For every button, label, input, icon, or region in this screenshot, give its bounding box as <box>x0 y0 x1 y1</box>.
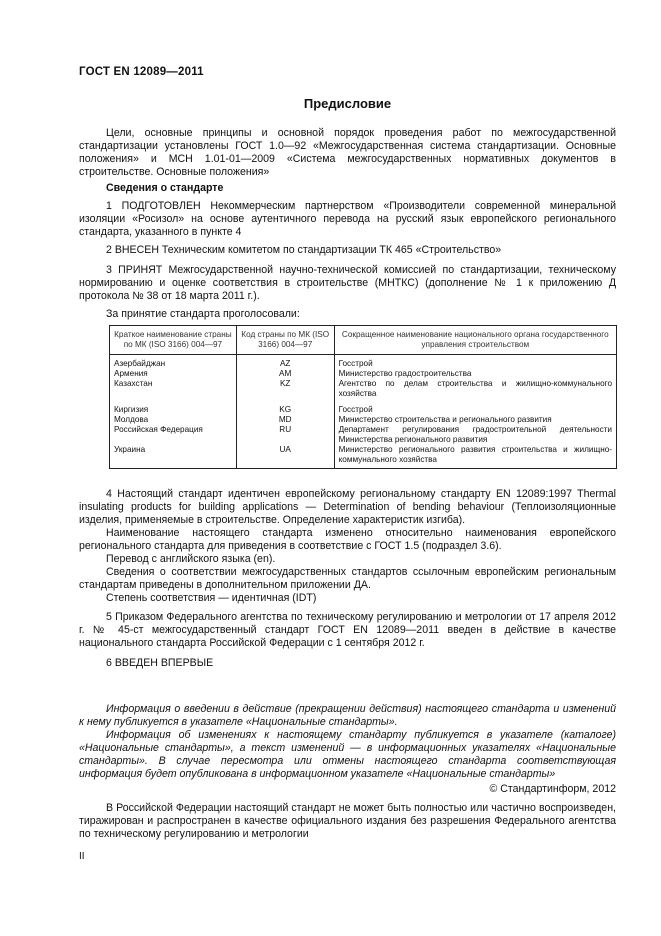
authority-cell: Госстрой <box>334 355 616 370</box>
copyright: © Стандартинформ, 2012 <box>489 783 616 795</box>
item-2: 2 ВНЕСЕН Техническим комитетом по стандартизации ТК 465 «Строительство» <box>106 244 502 256</box>
rights-notice: В Российской Федерации настоящий стандарт не может быть полностью или частично воспроизведен, тиражирован и распространен в качестве официального издания без разрешения Федерального агентства по техническому регулированию и метрологии <box>79 802 616 840</box>
info-heading: Сведения о стандарте <box>106 182 224 194</box>
notice-2: Информация об изменениях к настоящему стандарту публикуется в указателе (каталоге) «Национальные стандарты», а текст изменений — в информационных указателях «Национальные стандарты». В случае пересмотра или отмены настоящего стандарта соответствующая информация будет опубликована в информационном указателе «Национальные стандарты» <box>79 729 616 780</box>
item-3: 3 ПРИНЯТ Межгосударственной научно-технической комиссией по стандартизации, техническому нормированию и оценке соответствия в строительстве (МНТКС) (дополнение № 1 к приложению Д протокола № 38 от 18 марта 2011 г.). <box>79 264 616 302</box>
section-4 <box>79 488 616 605</box>
table-header-code: Код страны по МК (ISO 3166) 004—97 <box>236 326 334 355</box>
country-cell: Казахстан <box>110 379 237 405</box>
code-cell: MD <box>236 415 334 425</box>
item-6: 6 ВВЕДЕН ВПЕРВЫЕ <box>106 657 214 669</box>
page-number: II <box>79 851 85 862</box>
table-header-authority: Сокращенное наименование национального органа государственного управления строительством <box>334 326 616 355</box>
item-5: 5 Приказом Федерального агентства по техническому регулированию и метрологии от 17 апреля 2012 г. № 45-ст межгосударственный стандарт ГОСТ EN 12089—2011 введен в действие в качестве национального стандарта Российской Федерации с 1 сентября 2012 г. <box>79 611 616 649</box>
authority-cell: Министерство регионального развития строительства и жилищно-коммунального хозяйства <box>334 445 616 469</box>
authority-cell: Министерство градостроительства <box>334 369 616 379</box>
table-row <box>110 379 617 405</box>
code-cell: KG <box>236 405 334 415</box>
countries-table <box>109 325 617 469</box>
authority-cell: Агентство по делам строительства и жилищно-коммунального хозяйства <box>334 379 616 405</box>
code-cell: AZ <box>236 355 334 370</box>
document-header: ГОСТ EN 12089—2011 <box>79 66 204 78</box>
item-4-degree: Степень соответствия — идентичная (IDT) <box>106 592 317 604</box>
authority-cell: Госстрой <box>334 405 616 415</box>
code-cell: AM <box>236 369 334 379</box>
table-header-country: Краткое наименование страны по МК (ISO 3166) 004—97 <box>110 326 237 355</box>
country-cell: Молдова <box>110 415 237 425</box>
table-row <box>110 355 617 370</box>
item-1: 1 ПОДГОТОВЛЕН Некоммерческим партнерством «Производители современной минеральной изоляции «Росизол» на основе аутентичного перевода на русский язык европейского регионального стандарта, указанного в пункте 4 <box>79 200 616 238</box>
item-4-renaming: Наименование настоящего стандарта изменено относительно наименования европейского регионального стандарта для приведения в соответствие с ГОСТ 1.5 (подраздел 3.6). <box>79 527 616 552</box>
table-row <box>110 369 617 379</box>
country-cell: Российская Федерация <box>110 425 237 445</box>
voted-line: За принятие стандарта проголосовали: <box>106 308 300 320</box>
table-header-row <box>110 326 617 355</box>
country-cell: Азербайджан <box>110 355 237 370</box>
table-row <box>110 425 617 445</box>
notice-1: Информация о введении в действие (прекращении действия) настоящего стандарта и изменений к нему публикуется в указателе «Национальные стандарты». <box>79 703 616 728</box>
country-cell: Киргизия <box>110 405 237 415</box>
item-4-translation: Перевод с английского языка (en). <box>106 553 276 565</box>
page-title: Предисловие <box>303 96 392 111</box>
authority-cell: Департамент регулирования градостроительной деятельности Министерства регионального развития <box>334 425 616 445</box>
country-cell: Украина <box>110 445 237 469</box>
table-row <box>110 445 617 469</box>
authority-cell: Министерство строительства и регионального развития <box>334 415 616 425</box>
notice-block <box>79 703 616 781</box>
table-row <box>110 405 617 415</box>
country-cell: Армения <box>110 369 237 379</box>
table-row <box>110 415 617 425</box>
code-cell: KZ <box>236 379 334 405</box>
code-cell: UA <box>236 445 334 469</box>
code-cell: RU <box>236 425 334 445</box>
item-4-correspondence: Сведения о соответствии межгосударственных стандартов ссылочным европейским региональным стандартам приведены в дополнительном приложении ДА. <box>79 566 616 591</box>
item-4: 4 Настоящий стандарт идентичен европейскому региональному стандарту EN 12089:1997 Thermal insulating products for building applications — Determination of bending behaviour (Теплоизоляционные изделия, применяемые в строительстве. Определение характеристик изгиба). <box>79 488 616 526</box>
intro-paragraph: Цели, основные принципы и основной порядок проведения работ по межгосударственной стандартизации установлены ГОСТ 1.0—92 «Межгосударственная система стандартизации. Основные положения» и МСН 1.01-01—2009 «Система межгосударственных нормативных документов в строительстве. Основные положения» <box>79 127 616 178</box>
